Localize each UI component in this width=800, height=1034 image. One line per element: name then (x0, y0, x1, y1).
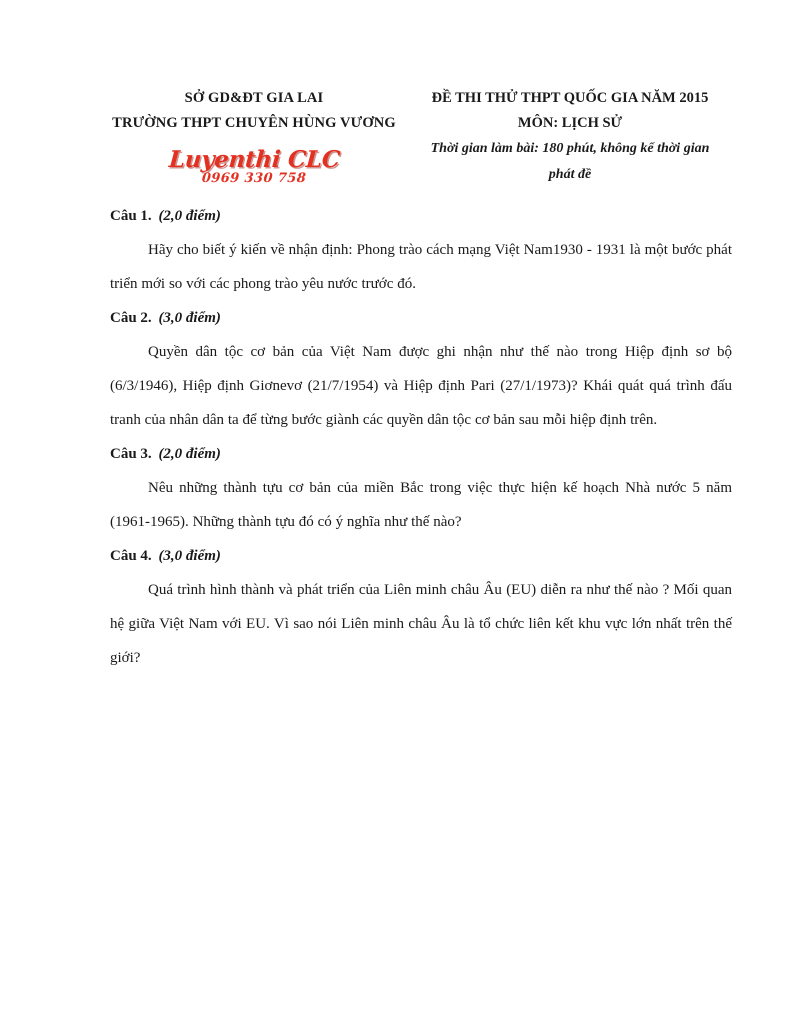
question-1-points: (2,0 điểm) (158, 208, 221, 224)
logo-phone-number: 0969 330 758 (201, 171, 307, 186)
question-2-heading (110, 301, 732, 335)
school-name: TRƯỜNG THPT CHUYÊN HÙNG VƯƠNG (112, 115, 396, 131)
question-2 (110, 301, 732, 437)
header-exam-column (404, 86, 732, 188)
question-1 (110, 199, 732, 301)
question-4-points: (3,0 điểm) (158, 548, 221, 564)
question-4-label: Câu 4. (110, 548, 152, 564)
question-4 (110, 539, 732, 675)
question-2-points: (3,0 điểm) (158, 310, 221, 326)
question-3-heading (110, 437, 732, 471)
exam-questions-body (110, 199, 732, 675)
luyenthi-clc-logo (104, 148, 404, 185)
question-2-label: Câu 2. (110, 310, 152, 326)
question-3 (110, 437, 732, 539)
question-3-text: Nêu những thành tựu cơ bản của miền Bắc trong việc thực hiện kế hoạch Nhà nước 5 năm (1961-1965). Những thành tựu đó có ý nghĩa như thế nào? (110, 480, 732, 530)
question-4-text: Quá trình hình thành và phát triển của Liên minh châu Âu (EU) diễn ra như thế nào ? Mối quan hệ giữa Việt Nam với EU. Vì sao nói Liên minh châu Âu là tổ chức liên kết khu vực lớn nhất trên thế giới? (110, 582, 732, 666)
question-3-points: (2,0 điểm) (158, 446, 221, 462)
department-name: SỞ GD&ĐT GIA LAI (184, 90, 324, 106)
question-1-text: Hãy cho biết ý kiến về nhận định: Phong trào cách mạng Việt Nam1930 - 1931 là một bước phát triển mới so với các phong trào yêu nước trước đó. (110, 242, 732, 292)
question-3-label: Câu 3. (110, 446, 152, 462)
question-1-label: Câu 1. (110, 208, 152, 224)
logo-brand-text: Luyenthi CLC (167, 146, 341, 173)
exam-title: ĐỀ THI THỬ THPT QUỐC GIA NĂM 2015 (431, 90, 709, 106)
question-2-text: Quyền dân tộc cơ bản của Việt Nam được ghi nhận như thế nào trong Hiệp định sơ bộ (6/3/1946), Hiệp định Giơnevơ (21/7/1954) và Hiệp định Pari (27/1/1973)? Khái quát quá trình đấu tranh của nhân dân ta để từng bước giành các quyền dân tộc cơ bản sau mỗi hiệp định trên. (110, 344, 732, 428)
question-4-heading (110, 539, 732, 573)
header-school-column (104, 86, 404, 185)
exam-duration-line-2: phát đề (548, 167, 592, 182)
exam-subject: MÔN: LỊCH SỬ (517, 115, 623, 131)
question-1-heading (110, 199, 732, 233)
exam-duration-line-1: Thời gian làm bài: 180 phút, không kể thời gian (430, 141, 710, 156)
document-header (104, 86, 732, 188)
